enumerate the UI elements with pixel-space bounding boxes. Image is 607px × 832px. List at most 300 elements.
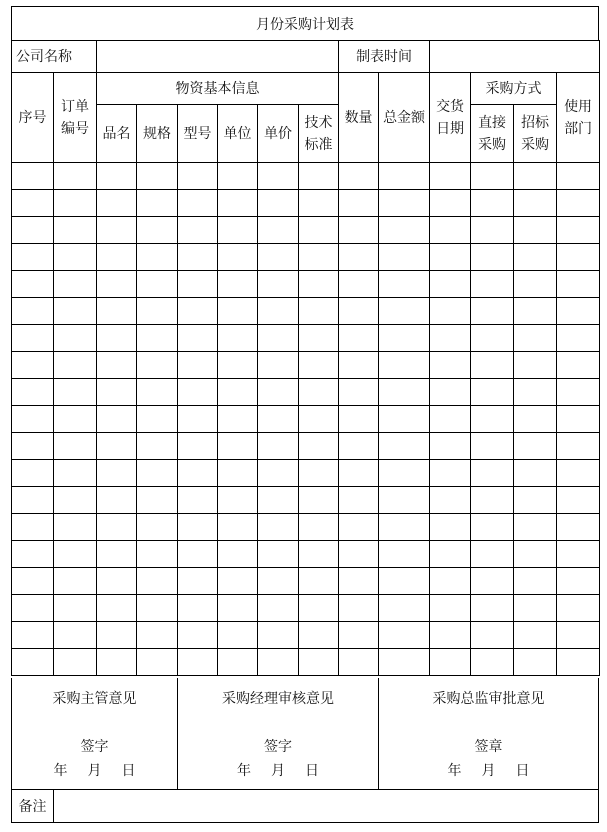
table-cell[interactable] — [137, 244, 178, 271]
table-cell[interactable] — [54, 325, 97, 352]
table-cell[interactable] — [137, 298, 178, 325]
table-cell[interactable] — [430, 379, 471, 406]
table-cell[interactable] — [12, 379, 54, 406]
table-cell[interactable] — [557, 244, 600, 271]
table-cell[interactable] — [557, 352, 600, 379]
year-label: 年 — [447, 763, 462, 779]
table-cell[interactable] — [471, 379, 514, 406]
table-cell[interactable] — [218, 649, 258, 676]
table-cell[interactable] — [339, 217, 379, 244]
table-cell[interactable] — [12, 487, 54, 514]
table-cell[interactable] — [137, 406, 178, 433]
table-cell[interactable] — [471, 325, 514, 352]
table-cell[interactable] — [299, 271, 339, 298]
table-cell[interactable] — [430, 298, 471, 325]
table-cell[interactable] — [12, 190, 54, 217]
table-cell[interactable] — [12, 352, 54, 379]
table-cell[interactable] — [137, 352, 178, 379]
table-cell[interactable] — [379, 514, 430, 541]
table-cell[interactable] — [557, 541, 600, 568]
table-cell[interactable] — [299, 190, 339, 217]
table-cell[interactable] — [471, 568, 514, 595]
table-cell[interactable] — [97, 271, 137, 298]
table-cell[interactable] — [97, 244, 137, 271]
table-cell[interactable] — [12, 460, 54, 487]
col-order-no — [54, 73, 97, 163]
table-cell[interactable] — [430, 163, 471, 190]
table-cell[interactable] — [299, 163, 339, 190]
table-cell[interactable] — [339, 433, 379, 460]
col-dept — [557, 73, 600, 163]
table-cell[interactable] — [97, 298, 137, 325]
table-cell[interactable] — [54, 541, 97, 568]
table-cell[interactable] — [430, 271, 471, 298]
table-cell[interactable] — [137, 568, 178, 595]
table-cell[interactable] — [379, 271, 430, 298]
table-cell[interactable] — [339, 325, 379, 352]
table-cell[interactable] — [218, 271, 258, 298]
table-cell[interactable] — [258, 217, 299, 244]
table-cell[interactable] — [97, 379, 137, 406]
table-row — [12, 433, 600, 460]
table-cell[interactable] — [218, 325, 258, 352]
col-name: 品名 — [97, 105, 137, 163]
table-cell[interactable] — [339, 406, 379, 433]
col-price: 单价 — [258, 105, 299, 163]
approval-supervisor[interactable] — [12, 678, 178, 789]
table-cell[interactable] — [54, 649, 97, 676]
table-cell[interactable] — [557, 433, 600, 460]
table-cell[interactable] — [12, 163, 54, 190]
table-cell[interactable] — [299, 433, 339, 460]
col-tech-l2: 标准 — [304, 136, 333, 153]
table-cell[interactable] — [514, 379, 557, 406]
table-cell[interactable] — [299, 460, 339, 487]
table-cell[interactable] — [514, 514, 557, 541]
table-cell[interactable] — [430, 622, 471, 649]
table-cell[interactable] — [54, 163, 97, 190]
table-cell[interactable] — [299, 487, 339, 514]
table-cell[interactable] — [178, 460, 218, 487]
table-cell[interactable] — [299, 244, 339, 271]
table-cell[interactable] — [471, 595, 514, 622]
table-row — [12, 271, 600, 298]
table-row — [12, 352, 600, 379]
table-cell[interactable] — [137, 541, 178, 568]
table-cell[interactable] — [339, 298, 379, 325]
table-cell[interactable] — [178, 190, 218, 217]
table-cell[interactable] — [514, 595, 557, 622]
table-cell[interactable] — [258, 298, 299, 325]
table-cell[interactable] — [379, 487, 430, 514]
table-cell[interactable] — [97, 622, 137, 649]
table-cell[interactable] — [258, 460, 299, 487]
table-cell[interactable] — [137, 487, 178, 514]
table-cell[interactable] — [12, 244, 54, 271]
table-cell[interactable] — [258, 190, 299, 217]
table-cell[interactable] — [299, 298, 339, 325]
table-cell[interactable] — [218, 298, 258, 325]
table-cell[interactable] — [557, 568, 600, 595]
table-cell[interactable] — [218, 568, 258, 595]
table-cell[interactable] — [557, 406, 600, 433]
table-cell[interactable] — [178, 622, 218, 649]
table-cell[interactable] — [97, 514, 137, 541]
table-cell[interactable] — [557, 163, 600, 190]
table-cell[interactable] — [514, 541, 557, 568]
table-cell[interactable] — [557, 298, 600, 325]
table-cell[interactable] — [514, 487, 557, 514]
table-cell[interactable] — [299, 568, 339, 595]
table-cell[interactable] — [178, 433, 218, 460]
table-cell[interactable] — [258, 352, 299, 379]
table-cell[interactable] — [218, 244, 258, 271]
table-cell[interactable] — [137, 217, 178, 244]
table-cell[interactable] — [557, 622, 600, 649]
table-cell[interactable] — [178, 271, 218, 298]
table-cell[interactable] — [54, 460, 97, 487]
table-cell[interactable] — [379, 622, 430, 649]
table-cell[interactable] — [471, 406, 514, 433]
table-cell[interactable] — [430, 352, 471, 379]
table-cell[interactable] — [430, 460, 471, 487]
table-cell[interactable] — [12, 622, 54, 649]
table-cell[interactable] — [299, 649, 339, 676]
table-cell[interactable] — [258, 568, 299, 595]
table-cell[interactable] — [339, 649, 379, 676]
table-cell[interactable] — [137, 460, 178, 487]
table-cell[interactable] — [137, 271, 178, 298]
table-cell[interactable] — [12, 514, 54, 541]
table-cell[interactable] — [379, 541, 430, 568]
table-cell[interactable] — [12, 433, 54, 460]
table-cell[interactable] — [471, 622, 514, 649]
table-cell[interactable] — [218, 514, 258, 541]
table-cell[interactable] — [258, 487, 299, 514]
col-model: 型号 — [178, 105, 218, 163]
table-cell[interactable] — [218, 190, 258, 217]
table-cell[interactable] — [97, 217, 137, 244]
table-cell[interactable] — [430, 568, 471, 595]
table-cell[interactable] — [514, 568, 557, 595]
approval-manager[interactable] — [178, 678, 379, 789]
table-cell[interactable] — [178, 514, 218, 541]
table-cell[interactable] — [471, 460, 514, 487]
table-cell[interactable] — [430, 325, 471, 352]
table-cell[interactable] — [12, 271, 54, 298]
table-cell[interactable] — [557, 217, 600, 244]
table-row — [12, 379, 600, 406]
table-cell[interactable] — [379, 433, 430, 460]
table-cell[interactable] — [379, 595, 430, 622]
table-cell[interactable] — [54, 433, 97, 460]
table-cell[interactable] — [471, 190, 514, 217]
table-cell[interactable] — [430, 514, 471, 541]
remarks-row — [11, 789, 599, 823]
table-cell[interactable] — [258, 541, 299, 568]
table-cell[interactable] — [339, 514, 379, 541]
table-cell[interactable] — [514, 190, 557, 217]
table-cell[interactable] — [137, 325, 178, 352]
table-cell[interactable] — [339, 379, 379, 406]
table-cell[interactable] — [514, 649, 557, 676]
table-cell[interactable] — [514, 433, 557, 460]
table-cell[interactable] — [178, 163, 218, 190]
table-cell[interactable] — [54, 379, 97, 406]
table-cell[interactable] — [430, 433, 471, 460]
table-cell[interactable] — [514, 460, 557, 487]
table-cell[interactable] — [471, 217, 514, 244]
table-cell[interactable] — [97, 487, 137, 514]
table-cell[interactable] — [218, 433, 258, 460]
table-cell[interactable] — [379, 568, 430, 595]
table-cell[interactable] — [12, 649, 54, 676]
table-cell[interactable] — [339, 163, 379, 190]
table-cell[interactable] — [471, 244, 514, 271]
table-cell[interactable] — [97, 460, 137, 487]
table-cell[interactable] — [97, 352, 137, 379]
table-cell[interactable] — [471, 433, 514, 460]
table-cell[interactable] — [178, 487, 218, 514]
table-cell[interactable] — [379, 298, 430, 325]
table-cell[interactable] — [54, 352, 97, 379]
table-cell[interactable] — [178, 406, 218, 433]
table-cell[interactable] — [514, 325, 557, 352]
table-cell[interactable] — [430, 217, 471, 244]
table-cell[interactable] — [339, 541, 379, 568]
table-cell[interactable] — [339, 460, 379, 487]
col-tech-l1: 技术 — [304, 114, 333, 131]
table-cell[interactable] — [299, 352, 339, 379]
table-cell[interactable] — [97, 649, 137, 676]
table-cell[interactable] — [178, 352, 218, 379]
table-cell[interactable] — [258, 433, 299, 460]
table-cell[interactable] — [339, 190, 379, 217]
table-cell[interactable] — [137, 514, 178, 541]
table-cell[interactable] — [97, 406, 137, 433]
table-cell[interactable] — [339, 487, 379, 514]
table-cell[interactable] — [339, 622, 379, 649]
approval-director[interactable] — [379, 678, 598, 789]
company-name-label: 公司名称 — [12, 41, 97, 73]
table-cell[interactable] — [339, 271, 379, 298]
table-cell[interactable] — [379, 460, 430, 487]
table-cell[interactable] — [54, 298, 97, 325]
table-cell[interactable] — [379, 163, 430, 190]
table-cell[interactable] — [54, 244, 97, 271]
table-cell[interactable] — [471, 271, 514, 298]
table-cell[interactable] — [218, 622, 258, 649]
table-cell[interactable] — [12, 541, 54, 568]
table-cell[interactable] — [218, 487, 258, 514]
table-cell[interactable] — [299, 406, 339, 433]
table-cell[interactable] — [557, 460, 600, 487]
table-cell[interactable] — [379, 379, 430, 406]
table-cell[interactable] — [379, 649, 430, 676]
date-field[interactable] — [430, 41, 600, 73]
table-cell[interactable] — [514, 271, 557, 298]
company-name-field[interactable] — [97, 41, 339, 73]
table-cell[interactable] — [178, 595, 218, 622]
table-cell[interactable] — [299, 622, 339, 649]
table-cell[interactable] — [514, 622, 557, 649]
table-cell[interactable] — [178, 298, 218, 325]
approval-date — [379, 760, 598, 780]
table-cell[interactable] — [218, 541, 258, 568]
table-cell[interactable] — [379, 352, 430, 379]
table-cell[interactable] — [178, 541, 218, 568]
table-cell[interactable] — [12, 568, 54, 595]
table-cell[interactable] — [557, 514, 600, 541]
table-cell[interactable] — [218, 163, 258, 190]
table-cell[interactable] — [514, 217, 557, 244]
remarks-field[interactable] — [54, 790, 598, 822]
table-cell[interactable] — [218, 379, 258, 406]
table-cell[interactable] — [178, 217, 218, 244]
col-total: 总金额 — [379, 73, 430, 163]
table-cell[interactable] — [97, 325, 137, 352]
table-cell[interactable] — [430, 649, 471, 676]
table-cell[interactable] — [471, 352, 514, 379]
table-cell[interactable] — [299, 217, 339, 244]
year-label: 年 — [53, 763, 68, 779]
col-direct-l1: 直接 — [478, 114, 507, 131]
table-cell[interactable] — [430, 487, 471, 514]
table-cell[interactable] — [299, 379, 339, 406]
table-cell[interactable] — [430, 190, 471, 217]
table-cell[interactable] — [137, 595, 178, 622]
table-cell[interactable] — [557, 649, 600, 676]
table-cell[interactable] — [218, 352, 258, 379]
table-cell[interactable] — [97, 568, 137, 595]
table-cell[interactable] — [430, 244, 471, 271]
table-cell[interactable] — [97, 595, 137, 622]
month-label: 月 — [87, 763, 102, 779]
table-cell[interactable] — [557, 487, 600, 514]
table-cell[interactable] — [557, 379, 600, 406]
table-cell[interactable] — [471, 514, 514, 541]
table-cell[interactable] — [299, 595, 339, 622]
table-cell[interactable] — [178, 649, 218, 676]
table-cell[interactable] — [54, 487, 97, 514]
table-cell[interactable] — [339, 568, 379, 595]
approval-title: 采购总监审批意见 — [432, 691, 545, 707]
table-cell[interactable] — [137, 379, 178, 406]
table-cell[interactable] — [430, 406, 471, 433]
table-cell[interactable] — [514, 298, 557, 325]
table-cell[interactable] — [258, 244, 299, 271]
table-cell[interactable] — [258, 406, 299, 433]
table-cell[interactable] — [258, 379, 299, 406]
table-cell[interactable] — [178, 244, 218, 271]
table-cell[interactable] — [137, 622, 178, 649]
table-row — [12, 406, 600, 433]
col-bid — [514, 105, 557, 163]
table-cell[interactable] — [258, 271, 299, 298]
table-cell[interactable] — [178, 568, 218, 595]
table-cell[interactable] — [54, 568, 97, 595]
table-cell[interactable] — [54, 190, 97, 217]
table-cell[interactable] — [12, 217, 54, 244]
table-cell[interactable] — [218, 406, 258, 433]
table-cell[interactable] — [557, 325, 600, 352]
table-cell[interactable] — [12, 325, 54, 352]
table-cell[interactable] — [471, 541, 514, 568]
table-cell[interactable] — [557, 271, 600, 298]
table-row — [12, 541, 600, 568]
table-cell[interactable] — [379, 217, 430, 244]
table-cell[interactable] — [258, 622, 299, 649]
year-label: 年 — [237, 763, 251, 779]
table-cell[interactable] — [299, 541, 339, 568]
table-cell[interactable] — [471, 298, 514, 325]
table-cell[interactable] — [430, 541, 471, 568]
table-cell[interactable] — [471, 487, 514, 514]
table-cell[interactable] — [379, 406, 430, 433]
col-qty: 数量 — [339, 73, 379, 163]
table-cell[interactable] — [54, 406, 97, 433]
table-cell[interactable] — [12, 406, 54, 433]
table-cell[interactable] — [299, 325, 339, 352]
table-cell[interactable] — [514, 244, 557, 271]
col-dept-l1: 使用 — [564, 98, 593, 115]
table-cell[interactable] — [12, 298, 54, 325]
table-cell[interactable] — [54, 622, 97, 649]
table-cell[interactable] — [54, 271, 97, 298]
table-cell[interactable] — [557, 190, 600, 217]
table-cell[interactable] — [339, 595, 379, 622]
table-cell[interactable] — [218, 595, 258, 622]
table-cell[interactable] — [557, 595, 600, 622]
table-cell[interactable] — [258, 163, 299, 190]
table-cell[interactable] — [258, 514, 299, 541]
approval-date — [12, 760, 177, 780]
table-cell[interactable] — [137, 163, 178, 190]
table-cell[interactable] — [218, 460, 258, 487]
table-cell[interactable] — [258, 649, 299, 676]
table-cell[interactable] — [137, 649, 178, 676]
table-cell[interactable] — [471, 649, 514, 676]
table-cell[interactable] — [514, 352, 557, 379]
table-cell[interactable] — [514, 406, 557, 433]
table-cell[interactable] — [258, 325, 299, 352]
table-cell[interactable] — [97, 190, 137, 217]
table-cell[interactable] — [97, 541, 137, 568]
table-cell[interactable] — [379, 325, 430, 352]
table-cell[interactable] — [178, 325, 218, 352]
table-cell[interactable] — [97, 163, 137, 190]
table-cell[interactable] — [339, 352, 379, 379]
table-cell[interactable] — [299, 514, 339, 541]
table-cell[interactable] — [137, 190, 178, 217]
table-cell[interactable] — [54, 217, 97, 244]
table-cell[interactable] — [430, 595, 471, 622]
table-cell[interactable] — [258, 595, 299, 622]
table-cell[interactable] — [339, 244, 379, 271]
table-cell[interactable] — [97, 433, 137, 460]
table-cell[interactable] — [12, 595, 54, 622]
table-cell[interactable] — [54, 514, 97, 541]
table-cell[interactable] — [379, 244, 430, 271]
table-cell[interactable] — [218, 217, 258, 244]
table-cell[interactable] — [379, 190, 430, 217]
table-cell[interactable] — [471, 163, 514, 190]
table-cell[interactable] — [54, 595, 97, 622]
table-cell[interactable] — [514, 163, 557, 190]
table-cell[interactable] — [137, 433, 178, 460]
table-cell[interactable] — [178, 379, 218, 406]
day-label: 日 — [515, 763, 530, 779]
